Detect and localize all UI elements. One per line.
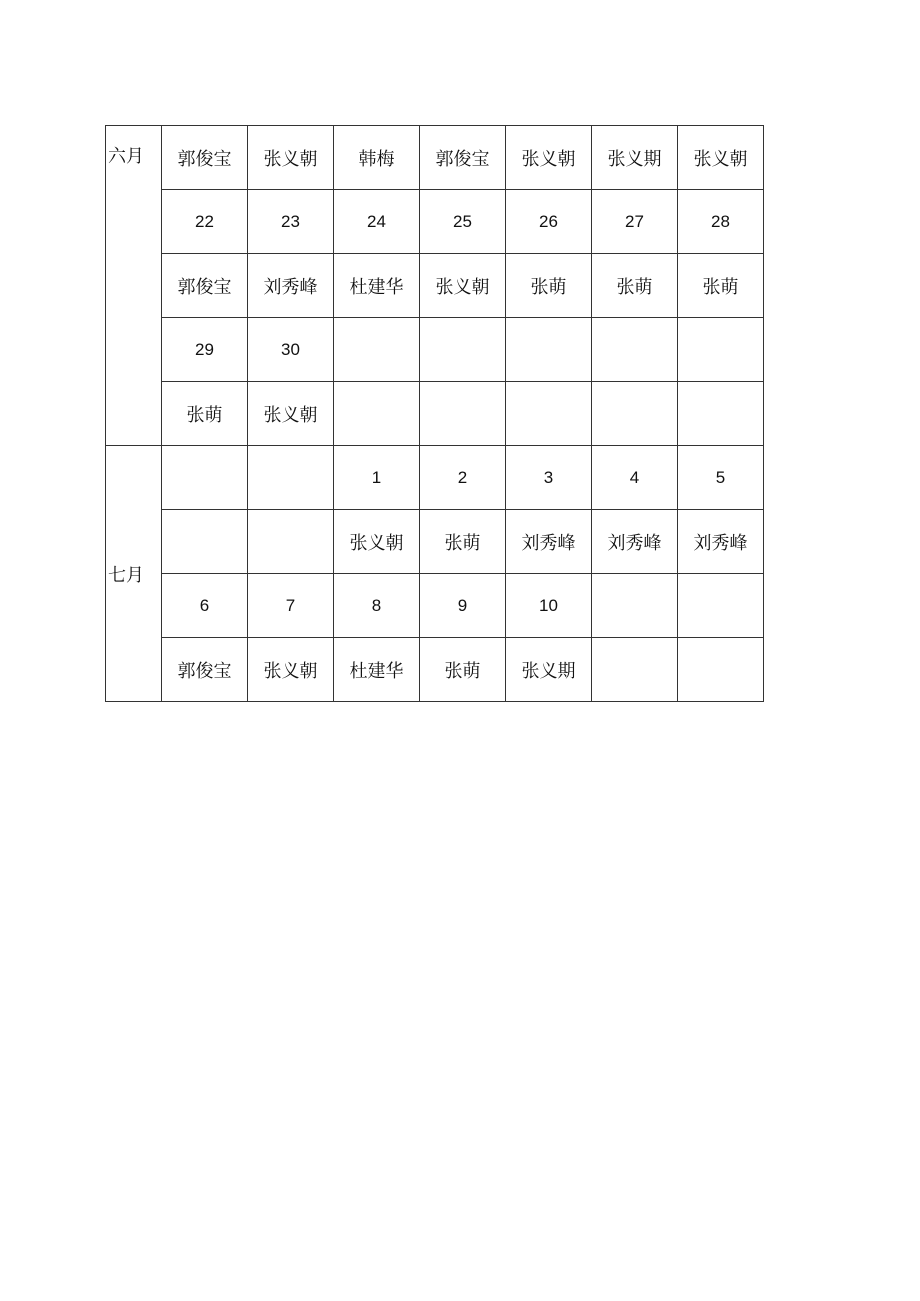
date-cell: 3 [506, 446, 592, 510]
duty-name-cell: 张义朝 [678, 126, 764, 190]
duty-name-cell [592, 638, 678, 702]
duty-name-cell: 郭俊宝 [162, 638, 248, 702]
date-cell: 6 [162, 574, 248, 638]
duty-name-cell: 韩梅 [334, 126, 420, 190]
date-cell: 30 [248, 318, 334, 382]
date-cell: 25 [420, 190, 506, 254]
schedule-body [106, 126, 764, 702]
date-cell [592, 318, 678, 382]
schedule-row [106, 446, 764, 510]
date-cell: 26 [506, 190, 592, 254]
duty-name-cell: 张义朝 [334, 510, 420, 574]
duty-name-cell [162, 510, 248, 574]
date-cell: 28 [678, 190, 764, 254]
date-cell: 7 [248, 574, 334, 638]
duty-name-cell: 张义朝 [248, 638, 334, 702]
schedule-row [106, 382, 764, 446]
duty-name-cell: 刘秀峰 [678, 510, 764, 574]
duty-name-cell: 张萌 [420, 510, 506, 574]
duty-name-cell: 张萌 [678, 254, 764, 318]
duty-name-cell: 刘秀峰 [592, 510, 678, 574]
duty-name-cell: 张义朝 [248, 382, 334, 446]
schedule-row [106, 254, 764, 318]
duty-name-cell [334, 382, 420, 446]
duty-name-cell: 张义朝 [248, 126, 334, 190]
duty-name-cell: 张萌 [420, 638, 506, 702]
duty-name-cell: 张义期 [592, 126, 678, 190]
date-cell [162, 446, 248, 510]
duty-name-cell: 杜建华 [334, 254, 420, 318]
date-cell: 29 [162, 318, 248, 382]
duty-name-cell: 郭俊宝 [162, 254, 248, 318]
date-cell [678, 574, 764, 638]
duty-name-cell: 张义期 [506, 638, 592, 702]
duty-name-cell [248, 510, 334, 574]
duty-name-cell: 刘秀峰 [248, 254, 334, 318]
month-label: 七月 [106, 446, 162, 702]
date-cell: 9 [420, 574, 506, 638]
date-cell: 5 [678, 446, 764, 510]
duty-name-cell: 张义朝 [506, 126, 592, 190]
date-cell: 10 [506, 574, 592, 638]
date-cell: 27 [592, 190, 678, 254]
duty-name-cell [592, 382, 678, 446]
date-cell [420, 318, 506, 382]
date-cell [334, 318, 420, 382]
schedule-row [106, 638, 764, 702]
date-cell [248, 446, 334, 510]
schedule-row [106, 574, 764, 638]
duty-name-cell: 郭俊宝 [162, 126, 248, 190]
date-cell: 8 [334, 574, 420, 638]
date-cell [678, 318, 764, 382]
schedule-row [106, 510, 764, 574]
duty-name-cell: 张萌 [162, 382, 248, 446]
date-cell: 4 [592, 446, 678, 510]
duty-name-cell: 张萌 [506, 254, 592, 318]
date-cell: 1 [334, 446, 420, 510]
month-label: 六月 [106, 126, 162, 446]
date-cell [506, 318, 592, 382]
date-cell: 22 [162, 190, 248, 254]
date-cell: 2 [420, 446, 506, 510]
date-cell [592, 574, 678, 638]
schedule-row [106, 126, 764, 190]
schedule-row [106, 190, 764, 254]
duty-name-cell: 郭俊宝 [420, 126, 506, 190]
duty-name-cell [678, 638, 764, 702]
duty-name-cell: 张萌 [592, 254, 678, 318]
schedule-row [106, 318, 764, 382]
duty-name-cell [678, 382, 764, 446]
duty-name-cell: 杜建华 [334, 638, 420, 702]
duty-name-cell [420, 382, 506, 446]
date-cell: 24 [334, 190, 420, 254]
date-cell: 23 [248, 190, 334, 254]
duty-name-cell [506, 382, 592, 446]
duty-name-cell: 张义朝 [420, 254, 506, 318]
duty-schedule-table [105, 125, 764, 702]
duty-name-cell: 刘秀峰 [506, 510, 592, 574]
